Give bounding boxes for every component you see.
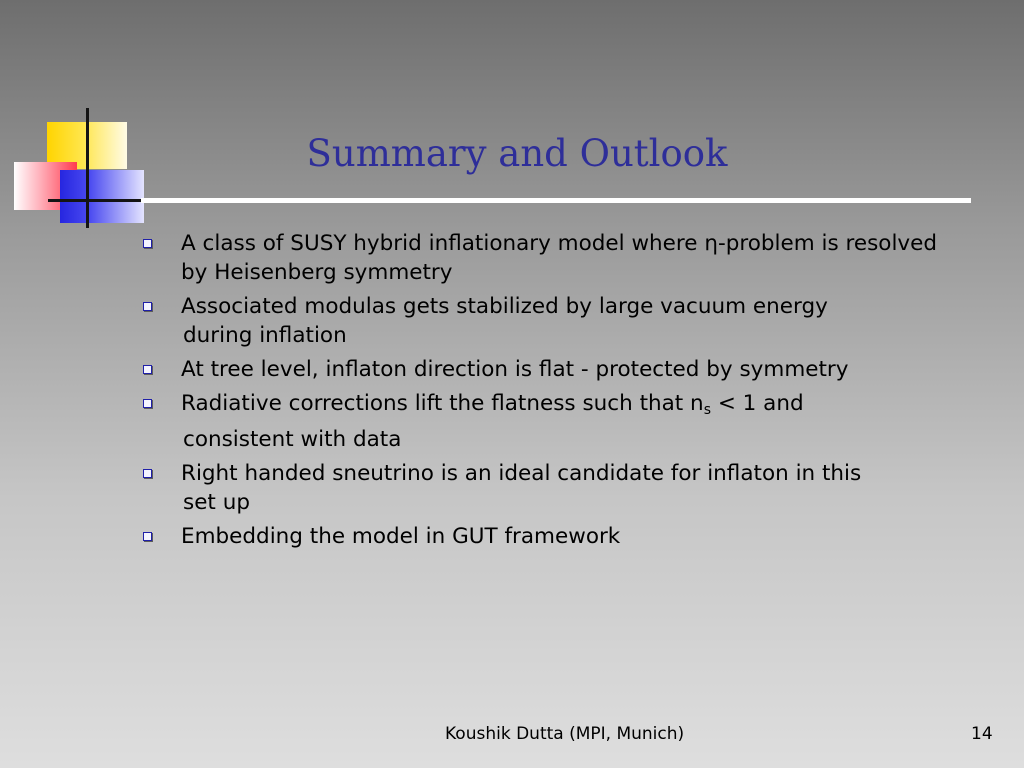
blue-square xyxy=(60,170,144,223)
corner-decoration xyxy=(0,0,160,240)
bullet-line: Associated modulas gets stabilized by large vacuum energy xyxy=(181,294,828,319)
title-underline xyxy=(141,198,971,203)
slide-title: Summary and Outlook xyxy=(306,132,728,175)
bullet-line: consistent with data xyxy=(183,427,402,452)
square-bullet-icon xyxy=(143,365,152,374)
subscript-s: s xyxy=(703,402,711,418)
square-bullet-icon xyxy=(143,399,152,408)
bullet-text: < 1 and xyxy=(710,391,804,416)
bullet-line: during inflation xyxy=(183,323,347,348)
bullet-item xyxy=(136,459,996,517)
bullet-line xyxy=(181,389,996,425)
bullet-item xyxy=(136,522,996,551)
horizontal-rule xyxy=(48,199,148,202)
bullet-line: Embedding the model in GUT framework xyxy=(181,524,621,549)
bullet-item xyxy=(136,389,996,454)
square-bullet-icon xyxy=(143,302,152,311)
square-bullet-icon xyxy=(143,469,152,478)
page-number: 14 xyxy=(971,724,993,744)
bullet-line: set up xyxy=(183,490,250,515)
footer-author: Koushik Dutta (MPI, Munich) xyxy=(445,724,685,744)
bullet-line: A class of SUSY hybrid inflationary model where η-problem is resolved xyxy=(181,231,938,256)
bullet-item xyxy=(136,355,996,384)
bullet-item xyxy=(136,229,996,287)
bullet-list xyxy=(136,229,996,556)
bullet-line: At tree level, inflaton direction is flat - protected by symmetry xyxy=(181,357,849,382)
square-bullet-icon xyxy=(143,239,152,248)
square-bullet-icon xyxy=(143,532,152,541)
bullet-line: Right handed sneutrino is an ideal candidate for inflaton in this xyxy=(181,461,862,486)
bullet-text: Radiative corrections lift the flatness such that n xyxy=(181,391,704,416)
bullet-line: by Heisenberg symmetry xyxy=(181,260,453,285)
bullet-item xyxy=(136,292,996,350)
